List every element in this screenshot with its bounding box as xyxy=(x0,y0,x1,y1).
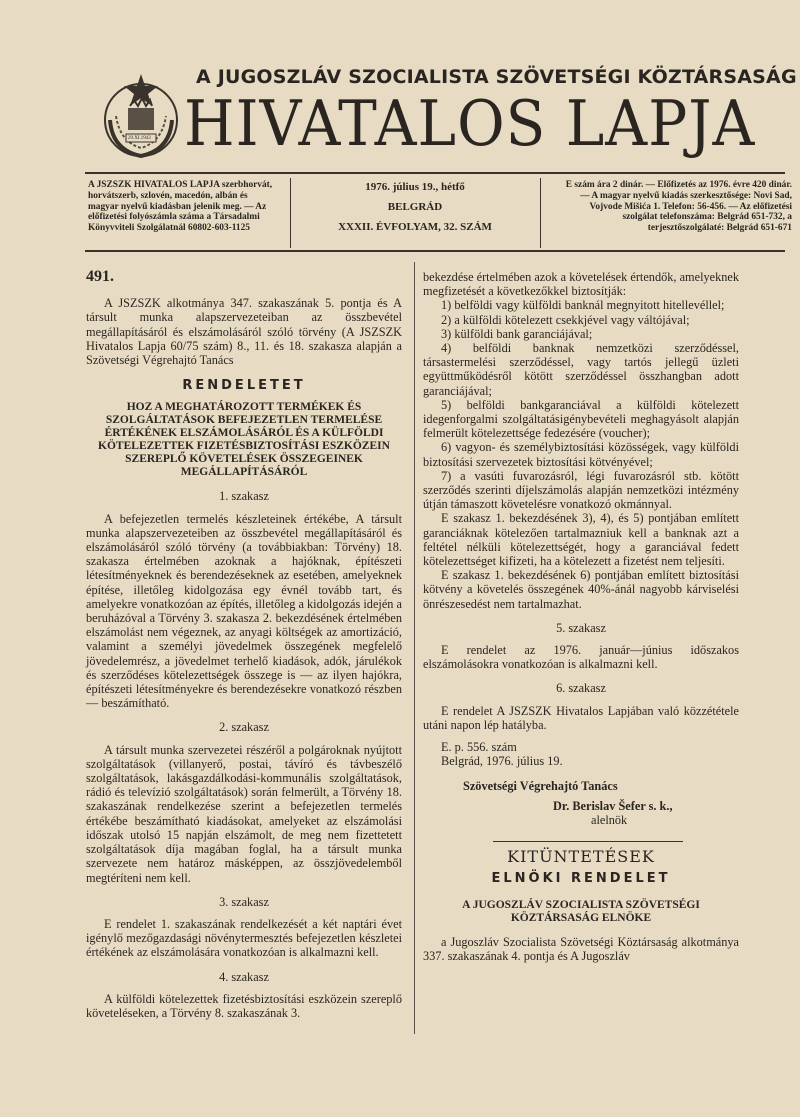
issue-info xyxy=(300,180,530,240)
issue-place: BELGRÁD xyxy=(387,201,443,213)
signer-body: Szövetségi Végrehajtó Tanács xyxy=(463,778,618,793)
decree-intro: A JSZSZK alkotmánya 347. szakaszának 5. pontja és A társult munka alapszervezeteiban az összbevétel megállapításáról és elszámolásáról szóló törvény (A JSZSZK Hivatalos Lapja 60/75 szám) 8., 11. és 18. szakasza alapján a Szövetségi Végrehajtó Tanács xyxy=(86,296,402,368)
awards-text: a Jugoszláv Szocialista Szövetségi Köztársaság alkotmánya 337. szakaszának 4. pontja és A Jugoszláv xyxy=(423,934,739,963)
place-date: Belgrád, 1976. július 19. xyxy=(441,754,563,769)
column-divider xyxy=(414,262,415,1034)
section-title: 6. szakasz xyxy=(556,681,606,696)
decree-number: 491. xyxy=(86,268,114,285)
info-divider xyxy=(540,178,541,248)
reference-number: E. p. 556. szám xyxy=(441,740,517,755)
section-rule xyxy=(493,841,683,842)
subscription-info: A JSZSZK HIVATALOS LAPJA szerbhorvát, horvátszerb, szlovén, macedón, albán és magyar nyelvű kiadásban jelenik meg. — Az előfizetési folyószámla száma a Társadalmi Könyvviteli Szolgálatnál 60802-603-1125 xyxy=(88,180,273,234)
section-title: 5. szakasz xyxy=(556,620,606,635)
section-text: E szakasz 1. bekezdésének 6) pontjában említett biztosítási kötvény a követelés összegének 40%-ánál nagyobb kárviselési önrészesedést nem tartalmazhat. xyxy=(423,568,739,611)
masthead-title: HIVATALOS LAPJA xyxy=(184,86,756,161)
section-title: 1. szakasz xyxy=(219,489,269,504)
info-divider xyxy=(290,178,291,248)
list-item: 2) a külföldi kötelezett csekkjével vagy váltójával; xyxy=(441,312,690,327)
section-title: 2. szakasz xyxy=(219,720,269,735)
section-text-cont: bekezdése értelmében azok a követelések értendők, amelyeknek megfizetését a következőkkel biztosítják: xyxy=(423,270,739,299)
awards-subtitle: ELNÖKI RENDELET xyxy=(491,871,671,887)
list-item: 7) a vasúti fuvarozásról, légi fuvarozásról stb. kötött szerződés szerinti díjelszámolás alapján nemzetközi intézmény útján támaszott követelésre vonatkozó okmánnyal. xyxy=(423,468,739,512)
section-text: A befejezetlen termelés készleteinek értékébe, A társult munka alapszervezeteiben az összbevétel megállapításáról és elszámolásáról szóló törvény (a továbbiakban: Törvény) 18. szakasza értelmében azoknak a hajóknak, építészeti létesítményeknek és berendezéseknek az esetében, amelyeknek építése, illetőleg kidolgozása egy évnél tovább tart, és amelyekre vonatkozóan az építés, illetőleg a kidolgozás idején a beruházóval a Törvény 3. szakasza 2. bekezdésének értelmében elszámolást nem végeznek, az anyagi költségek az amortizáció, valamint a személyi jövedelmek összegének megfelelő jövedelemrész, a jövedelmet terhelő kiadások, adók, járulékok és szerződéses kötelezettségek összege is — az ilyen hajókra, építészeti létesítményekre és berendezésekre vonatkozó részben — beszámítható. xyxy=(86,511,402,711)
section-title: 3. szakasz xyxy=(219,894,269,909)
signer-role: alelnök xyxy=(591,812,628,827)
issue-number: XXXII. ÉVFOLYAM, 32. SZÁM xyxy=(338,221,492,233)
list-item: 4) belföldi banknak nemzetközi szerződéssel, társastermelési szerződéssel, vagy tartós jellegű üzleti együttműködésről kötött szerződéssel összhangban adott garanciájával; xyxy=(423,341,739,398)
issue-date: 1976. július 19., hétfő xyxy=(365,181,465,193)
section-title: 4. szakasz xyxy=(219,969,269,984)
list-item: 3) külföldi bank garanciájával; xyxy=(441,326,593,341)
info-rule xyxy=(85,250,785,252)
section-text: E rendelet A JSZSZK Hivatalos Lapjában való közzététele utáni napon lép hatályba. xyxy=(423,703,739,732)
section-text: E rendelet 1. szakaszának rendelkezését a két naptári évet igénylő mezőgazdasági növénytermesztés befejezetlen készletei értékének az elszámolására vonatkozóan is alkalmazni kell. xyxy=(86,916,402,960)
section-text: A társult munka szervezetei részéről a polgároknak nyújtott szolgáltatások (villanyerő, postai, távíró és távbeszélő szolgáltatások, lakásgazdálkodási-kommunális szolgáltatások, rádió és televízió szolgáltatások) során felmerült, a Törvény 18. szakaszának rendelkezése szerint a befejezetlen termelés értékébe beszámítható kiadásokat, amelyeket az elszámolási időszak utolsó 15 napján elszámolt, de meg nem fizettetett szolgáltatások díja magában foglal, ha a társult munka szervezete nem határoz másképpen, az összjövedelemből megtéríteni nem kell. xyxy=(86,742,402,885)
emblem-date: 29.XI.1943 xyxy=(128,136,151,141)
price-info: E szám ára 2 dinár. — Előfizetés az 1976. évre 420 dinár. — A magyar nyelvű kiadás szerkesztősége: Novi Sad, Vojvode Mišića 1. Telefon: 56-456. — Az előfizetési szolgálat telefonszáma: Belgrád 651-732, a terjesztőszolgálaté: Belgrád 651-671 xyxy=(565,180,792,234)
decree-heading: RENDELETET xyxy=(182,378,306,394)
awards-heading: A JUGOSZLÁV SZOCIALISTA SZÖVETSÉGI KÖZTÁRSASÁG ELNÖKE xyxy=(462,898,700,924)
state-emblem-icon xyxy=(100,70,182,160)
masthead-rule xyxy=(85,172,785,174)
section-text: E rendelet az 1976. január—június időszakos elszámolásokra vonatkozóan is alkalmazni kell. xyxy=(423,643,739,672)
awards-title: KITÜNTETÉSEK xyxy=(507,847,655,867)
section-text: E szakasz 1. bekezdésének 3), 4), és 5) pontjában említett garanciáknak kötelezően tartalmazniuk kell a banknak azt a feltétel nélküli kötelezettségét, hogy a garanciával fedett kötelezettséget kifizeti, ha a kötelezett a fizetést nem teljesíti. xyxy=(423,511,739,569)
decree-subheading: HOZ A MEGHATÁROZOTT TERMÉKEK ÉS SZOLGÁLTATÁSOK BEFEJEZETLEN TERMELÉSE ÉRTÉKÉNEK ELSZÁMOLÁSÁRÓL ÉS A KÜLFÖLDI KÖTELEZETTEK FIZETÉSBIZTOSÍTÁSI ESZKÖZEIN SZEREPLŐ KÖVETELÉSEK ÖSSZEGEINEK MEGÁLLAPÍTÁSÁRÓL xyxy=(98,401,390,479)
list-item: 1) belföldi vagy külföldi banknál megnyitott hitellevéllel; xyxy=(441,298,725,313)
right-column xyxy=(423,270,739,963)
signer-name: Dr. Berislav Šefer s. k., xyxy=(553,798,673,813)
section-text: A külföldi kötelezettek fizetésbiztosítási eszközein szereplő követeléseken, a Törvény 8. szakaszának 3. xyxy=(86,991,402,1020)
list-item: 5) belföldi bankgaranciával a külföldi kötelezett idegenforgalmi szolgáltatásigénybevételi meghagyásolt alapján felmerült kötelezettsége fedezésére (voucher); xyxy=(423,397,739,441)
left-column xyxy=(86,270,402,1020)
masthead-top-line: A JUGOSZLÁV SZOCIALISTA SZÖVETSÉGI KÖZTÁRSASÁG xyxy=(196,66,797,88)
list-item: 6) vagyon- és személybiztosítási közösségek, vagy külföldi biztosítási szervezetek biztosítási kötvényével; xyxy=(423,440,739,469)
